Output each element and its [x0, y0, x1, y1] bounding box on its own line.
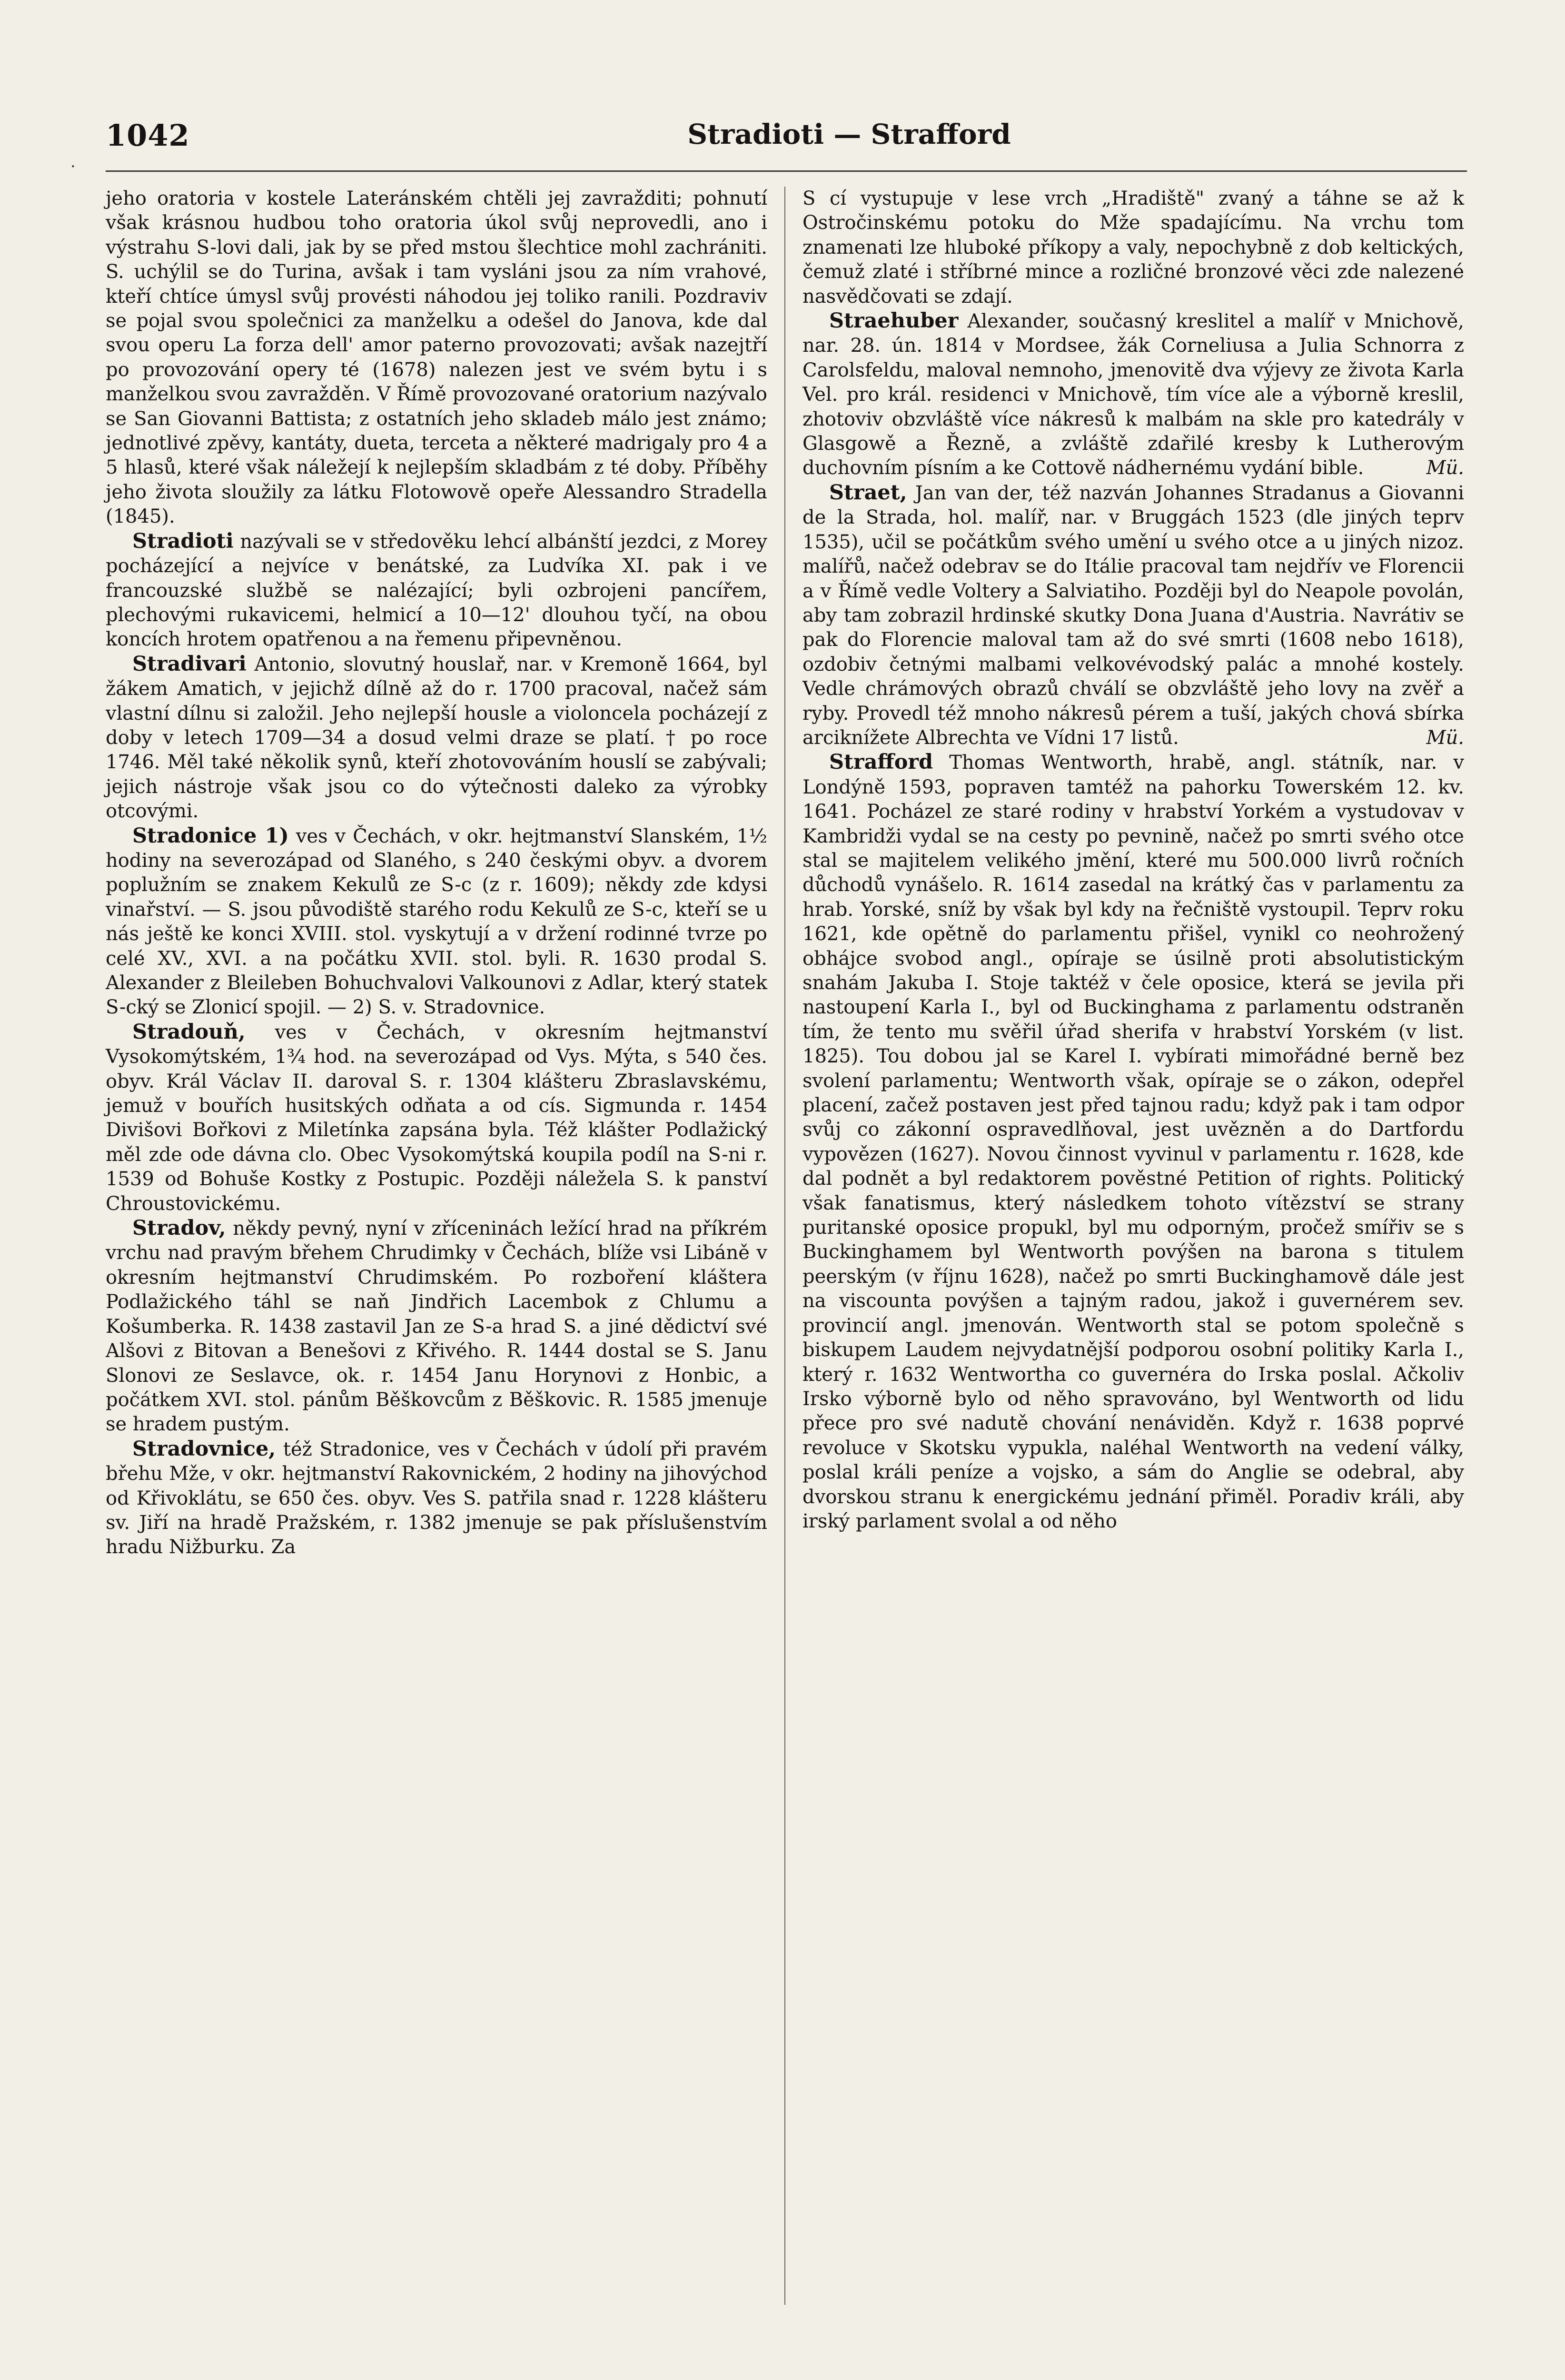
- entry-stradonice: [106, 824, 767, 1020]
- entry-headword: Straehuber: [829, 309, 959, 333]
- entry-text: ves v Čechách, v okresním hejtmanství Vysokomýtském, 1¾ hod. na severozápad od Vys. Mýta, s 540 čes. obyv. Král Václav II. daroval S. r. 1304 klášteru Zbraslavskému, jemuž v bouřích husitských odňata a od cís. Sigmunda r. 1454 Divišovi Bořkovi z Miletínka zapsána byla. Též klášter Podlažický měl zde ode dávna clo. Obec Vysokomýtská koupila podíl na S-ni r. 1539 od Bohuše Kostky z Postupic. Později náležela S. k panství Chroustovickému.: [106, 1021, 767, 1215]
- entry-text: Jan van der, též nazván Johannes Stradanus a Giovanni de la Strada, hol. malíř, nar. v Bruggách 1523 (dle jiných teprv 1535), učil se počátkům svého umění u svého otce a u jiných nizoz. malířů, načež odebrav se do Itálie pracoval tam nejdřív ve Florencii a v Římě vedle Voltery a Salviatiho. Později byl do Neapole povolán, aby tam zobrazil hrdinské skutky Dona Juana d'Austria. Navrátiv se pak do Florencie maloval tam až do své smrti (1608 nebo 1618), ozdobiv četnými malbami velkovévodský palác a mnohé kostely. Vedle chrámových obrazů chválí se obzvláště jeho lovy na zvěř a ryby. Provedl též mnoho nákresů pérem a tuší, jakých chová sbírka arciknížete Albrechta ve Vídni 17 listů.: [802, 482, 1464, 749]
- entry-text: Antonio, slovutný houslař, nar. v Kremoně 1664, byl žákem Amatich, v jejichž dílně až do r. 1700 pracoval, načež sám vlastní dílnu si založil. Jeho nejlepší housle a violoncela pocházejí z doby v letech 1709—34 a dosud velmi draze se platí. † po roce 1746. Měl také několik synů, kteří zhotovováním houslí se zabývali; jejich nástroje však jsou co do výtečnosti daleko za výrobky otcovými.: [106, 653, 767, 823]
- entry-text: ves v Čechách, v okr. hejtmanství Slanském, 1½ hodiny na severozápad od Slaného, s 240 českými obyv. a dvorem poplužním se znakem Kekulů ze S-c (z r. 1609); někdy zde kdysi vinařství. — S. jsou původiště starého rodu Kekulů ze S-c, kteří se u nás ještě ke konci XVIII. stol. vyskytují a v držení rodinné tvrze po celé XV., XVI. a na počátku XVII. stol. byli. R. 1630 prodal S. Alexander z Bleileben Bohuchvalovi Valkounovi z Adlar, který statek S-cký se Zlonicí spojil. — 2) S. v. Stradovnice.: [106, 825, 767, 1019]
- entry-stradella-continuation: [106, 187, 767, 529]
- entry-text: někdy pevný, nyní v zříceninách ležící hrad na příkrém vrchu nad pravým břehem Chrudimky v Čechách, blíže vsi Libáně v okresním hejtmanství Chrudimském. Po rozboření kláštera Podlažického táhl se naň Jindřich Lacembok z Chlumu a Košumberka. R. 1438 zastavil Jan ze S-a hrad S. a jiné dědictví své Alšovi z Bitovan a Benešovi z Křivého. R. 1444 dostal se S. Janu Slonovi ze Seslavce, ok. r. 1454 Janu Horynovi z Honbic, a počátkem XVI. stol. pánům Běškovcům z Běškovic. R. 1585 jmenuje se hradem pustým.: [106, 1218, 767, 1436]
- entry-stradioti: [106, 529, 767, 652]
- entry-headword: Stradonice 1): [132, 823, 289, 848]
- entry-text: S cí vystupuje v lese vrch „Hradiště" zvaný a táhne se až k Ostročinskému potoku do Mže spadajícímu. Na vrchu tom znamenati lze hluboké příkopy a valy, nepochybně z dob keltických, čemuž zlaté i stříbrné mince a rozličné bronzové věci zde nalezené nasvědčovati se zdají.: [802, 188, 1464, 307]
- entry-stradoun: [106, 1020, 767, 1216]
- entry-text: Thomas Wentworth, hrabě, angl. státník, nar. v Londýně 1593, popraven tamtéž na pahorku Towerském 12. kv. 1641. Pocházel ze staré rodiny v hrabství Yorkém a vystudovav v Kambridži vydal se na cesty po pevnině, načež po smrti svého otce stal se majitelem velikého jmění, které mu 500.000 livrů ročních důchodů vynášelo. R. 1614 zasedal na krátký čas v parlamentu za hrab. Yorské, sníž by však byl kdy na řečniště vystoupil. Teprv roku 1621, kde opětně do parlamentu přišel, vynikl co neohrožený obhájce svobod angl., opíraje se úsilně proti absolutistickým snahám Jakuba I. Stoje taktéž v čele oposice, která se jevila při nastoupení Karla I., byl od Buckinghama z parlamentu odstraněn tím, že tento mu svěřil úřad sherifa v hrabství Yorském (v list. 1825). Tou dobou jal se Karel I. vybírati mimořádné berně bez svolení parlamentu; Wentworth však, opíraje se o zákon, odepřel placení, začež postaven jest před tajnou radu; když pak i tam odpor svůj co zákonní ospravedlňoval, jest uvězněn a do Dartfordu vypovězen (1627). Novou činnost vyvinul v parlamentu r. 1628, kde dal podnět a byl redaktorem pověstné Petition of rights. Politický však fanatismus, který následkem tohoto vítězství se strany puritanské oposice propukl, byl mu odporným, pročež smířiv se s Buckinghamem byl Wentworth povýšen na barona s titulem peerským (v říjnu 1628), načež po smrti Buckinghamově dále jest na viscounta povýšen a tajným radou, jakož i guvernérem sev. provincií angl. jmenován. Wentworth stal se potom společně s biskupem Laudem nejvydatnější podporou osobní politiky Karla I., který r. 1632 Wentwortha co guvernéra do Irska poslal. Ačkoliv Irsko výborně bylo od něho spravováno, byl Wentworth od lidu přece pro své nadutě chování nenáviděn. Když r. 1638 poprvé revoluce v Skotsku vypukla, naléhal Wentworth na vedení války, poslal králi peníze a vojsko, a sám do Anglie se odebral, aby dvorskou stranu k energickému jednání přiměl. Poradiv králi, aby irský parlament svolal a od něho: [802, 752, 1465, 1532]
- entry-headword: Stradivari: [132, 652, 247, 676]
- entry-headword: Stradioti: [132, 529, 234, 553]
- entry-straehuber: [802, 309, 1464, 481]
- running-head: Stradioti — Strafford: [687, 118, 1011, 150]
- entry-text: jeho oratoria v kostele Lateránském chtěli jej zavražditi; pohnutí však krásnou hudbou toho oratoria úkol svůj neprovedli, ano i výstrahu S-lovi dali, jak by se před mstou šlechtice mohl zachrániti. S. uchýlil se do Turina, avšak i tam vysláni jsou za ním vrahové, kteří chtíce úmysl svůj provésti náhodou jej toliko ranili. Pozdraviv se pojal svou společnici za manželku a odešel do Janova, kde dal svou operu La forza dell' amor paterno provozovati; avšak nazejtří po provozování opery té (1678) nalezen jest ve svém bytu i s manželkou svou zavražděn. V Římě provozované oratorium nazývalo se San Giovanni Battista; z ostatních jeho skladeb málo jest známo; jednotlivé zpěvy, kantáty, dueta, terceta a některé madrigaly pro 4 a 5 hlasů, které však náležejí k nejlepším skladbám z té doby. Příběhy jeho života sloužily za látku Flotowově opeře Alessandro Stradella (1845).: [106, 188, 767, 528]
- header-rule: [106, 170, 1467, 172]
- column-divider: [784, 187, 785, 2305]
- entry-stradov: [106, 1216, 767, 1437]
- entry-stradovnice: [106, 1437, 767, 1560]
- left-column: [106, 187, 767, 1560]
- entry-straet: [802, 481, 1464, 750]
- margin-mark: ·: [70, 157, 76, 176]
- entry-headword: Strafford: [829, 750, 933, 774]
- entry-stradovnice-continuation: [802, 187, 1464, 309]
- entry-stradivari: [106, 652, 767, 824]
- entry-text: Alexander, současný kreslitel a malíř v Mnichově, nar. 28. ún. 1814 v Mordsee, žák Corneliusa a Julia Schnorra z Carolsfeldu, maloval nemnoho, jmenovitě dva výjevy ze života Karla Vel. pro král. residenci v Mnichově, tím více ale a výborně kreslil, zhotoviv obzvláště více nákresů k malbám na skle pro katedrály v Glasgowě a Řezně, a zvláště zdařilé kresby k Lutherovým duchovním písním a ke Cottově nádhernému vydání bible.: [802, 310, 1465, 479]
- entry-text: nazývali se v středověku lehcí albánští jezdci, z Morey pocházející a nejvíce v benátské, za Ludvíka XI. pak i ve francouzské službě se nalézající; byli ozbrojeni pancířem, plechovými rukavicemi, helmicí a 10—12' dlouhou tyčí, na obou koncích hrotem opatřenou a na řemenu připevněnou.: [106, 530, 767, 651]
- entry-headword: Stradouň,: [132, 1020, 246, 1044]
- entry-headword: Straet,: [829, 480, 907, 505]
- page-number: 1042: [106, 118, 190, 153]
- page-header: [106, 118, 1467, 156]
- entry-headword: Stradov,: [132, 1216, 226, 1240]
- entry-headword: Stradovnice,: [132, 1437, 276, 1461]
- author-signature: Mü.: [1426, 726, 1464, 749]
- entry-strafford: [802, 750, 1464, 1534]
- right-column: [802, 187, 1464, 1534]
- author-signature: Mü.: [1426, 457, 1464, 479]
- entry-text: též Stradonice, ves v Čechách v údolí při pravém břehu Mže, v okr. hejtmanství Rakovnickém, 2 hodiny na jihovýchod od Křivoklátu, se 650 čes. obyv. Ves S. patřila snad r. 1228 klášteru sv. Jiří na hradě Pražském, r. 1382 jmenuje se pak příslušenstvím hradu Nižburku. Za: [106, 1438, 768, 1558]
